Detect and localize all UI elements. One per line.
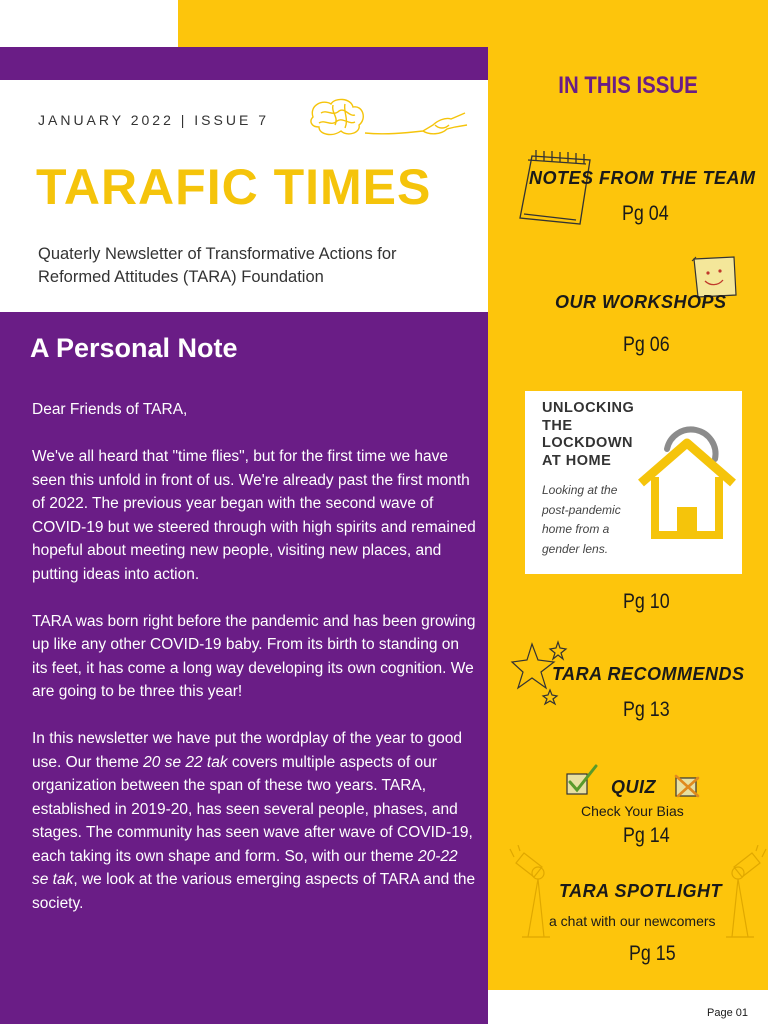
salutation: Dear Friends of TARA, [32,401,188,418]
paragraph-1: We've all heard that "time flies", but for the first time we have seen this unfold in front of us. We're already past the first month of 2022. The previous year began with the second wave of COVID-19 but we steered through with high spirits and remained hopeful about meeting new people, visiting new places, and putting ideas into action. [32,448,476,583]
checkbox-icon [564,764,600,798]
top-yellow-band [178,0,768,47]
toc-quiz-page[interactable]: Pg 14 [623,824,670,847]
toc-notes-title[interactable]: NOTES FROM THE TEAM [529,168,756,188]
toc-workshops-page[interactable]: Pg 06 [623,333,670,356]
header-purple-bar [0,47,488,80]
issue-line: JANUARY 2022 | ISSUE 7 [38,112,269,128]
toc-spotlight-title[interactable]: TARA SPOTLIGHT [559,881,722,901]
feature-title: UNLOCKING THE LOCKDOWN AT HOME [542,400,635,469]
theme-text: 20-22 se tak [32,847,458,888]
house-icon [635,419,739,539]
personal-note-body [32,398,477,939]
toc-notes-page[interactable]: Pg 04 [622,202,669,225]
toc-spotlight-subtitle: a chat with our newcomers [549,913,716,929]
paragraph-3: In this newsletter we have put the wordplay of the year to good use. Our theme 20 se 22 tak covers multiple aspects of our organization between the span of these two years. TARA, established in 2019-20, has seen several people, phases, and stages. The community has seen wave after wave of COVID-19, each taking its own shape and form. So, with our theme 20-22 se tak, we look at the various emerging aspects of TARA and the society. [32,730,476,912]
toc-recommends-page[interactable]: Pg 13 [623,698,670,721]
toc-feature-page[interactable]: Pg 10 [623,590,670,613]
toc-spotlight-page[interactable]: Pg 15 [629,942,676,965]
hand-doodle-icon [365,113,467,134]
cross-box-icon [672,772,702,800]
in-this-issue-heading: IN THIS ISSUE [558,72,698,99]
personal-note-heading: A Personal Note [30,333,238,363]
toc-workshops-title[interactable]: OUR WORKSHOPS [555,292,727,312]
theme-text: 20 se 22 tak [143,753,228,771]
newsletter-subtitle: Quaterly Newsletter of Transformative Actions for Reformed Attitudes (TARA) Foundation [38,245,397,286]
toc-quiz-title[interactable]: QUIZ [611,777,656,797]
toc-quiz-subtitle: Check Your Bias [581,803,684,819]
newsletter-title: TARAFIC TIMES [36,159,432,215]
page-number: Page 01 [707,1007,748,1019]
paragraph-2: TARA was born right before the pandemic and has been growing up like any other COVID-19 baby. From its birth to standing on its feet, it has come a long way developing its own cognition. We are going to be three this year! [32,612,476,700]
feature-card[interactable] [525,391,742,574]
brain-doodle-icon [305,95,475,140]
feature-description: Looking at the post-pandemic home from a gender lens. [542,483,621,556]
toc-recommends-title[interactable]: TARA RECOMMENDS [552,664,745,684]
